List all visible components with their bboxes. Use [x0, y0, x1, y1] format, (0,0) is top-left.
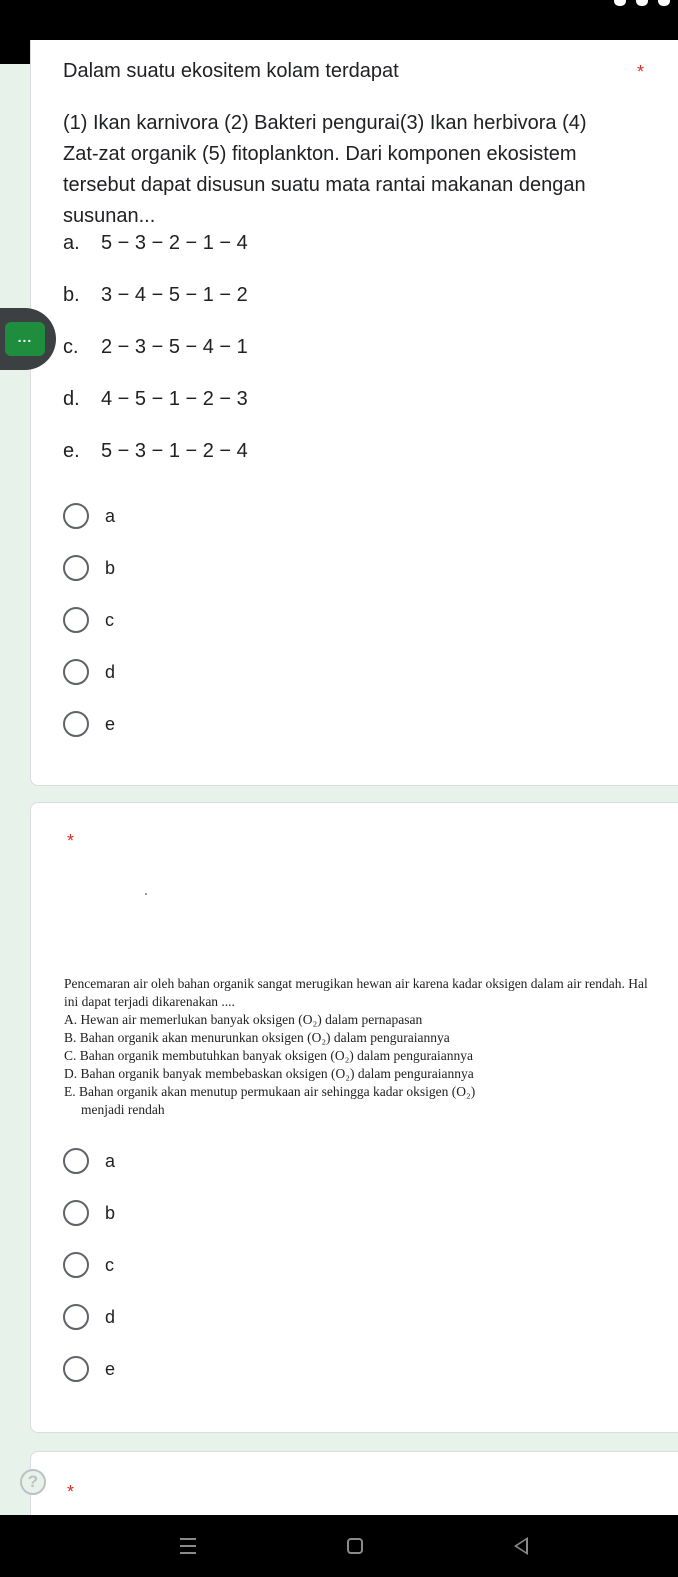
option-letter: a.: [63, 232, 80, 254]
radio-button[interactable]: [63, 659, 89, 685]
menu-line: [180, 1552, 196, 1554]
question-2-choice-a[interactable]: [63, 1147, 115, 1175]
status-icons: [614, 0, 670, 8]
question-1-option-a: [63, 232, 248, 255]
radio-label: e: [105, 1358, 116, 1379]
option-letter: c.: [63, 336, 79, 358]
menu-line: [180, 1545, 196, 1547]
question-1-choice-a[interactable]: [63, 502, 115, 530]
question-1-choice-d[interactable]: [63, 658, 115, 686]
home-button[interactable]: [336, 1529, 376, 1563]
required-mark: *: [67, 1482, 75, 1502]
option-text: 5 − 3 − 2 − 1 − 4: [101, 232, 248, 254]
radio-label: e: [105, 713, 116, 734]
image-speck: [145, 893, 147, 895]
option-letter: e.: [63, 440, 80, 462]
question-card-2: [30, 802, 678, 1433]
radio-button[interactable]: [63, 1252, 89, 1278]
radio-button[interactable]: [63, 1148, 89, 1174]
radio-button[interactable]: [63, 711, 89, 737]
back-icon: [514, 1537, 528, 1555]
question-2-option-e-continued: menjadi rendah: [81, 1102, 165, 1117]
question-1-choice-b[interactable]: [63, 554, 115, 582]
question-1-intro: Dalam suatu ekositem kolam terdapat: [63, 60, 399, 82]
status-indicator-icon: [614, 0, 626, 6]
question-2-option-d: D. Bahan organik banyak membebaskan oksigen (O₂) dalam penguraiannya: [64, 1066, 474, 1081]
radio-button[interactable]: [63, 503, 89, 529]
question-1-body: (1) Ikan karnivora (2) Bakteri pengurai(3) Ikan herbivora (4) Zat-zat organik (5) fitoplankton. Dari komponen ekosistem tersebut dapat disusun suatu mata rantai makanan dengan susunan...: [63, 112, 587, 227]
radio-button[interactable]: [63, 1304, 89, 1330]
question-2-option-c: C. Bahan organik membutuhkan banyak oksigen (O₂) dalam penguraiannya: [64, 1048, 473, 1063]
question-2-choice-b[interactable]: [63, 1199, 115, 1227]
question-2-option-e: E. Bahan organik akan menutup permukaan air sehingga kadar oksigen (O₂): [64, 1084, 476, 1099]
question-card-1: [30, 40, 678, 786]
question-1-option-e: [63, 440, 248, 463]
question-1-option-c: [63, 336, 248, 359]
status-bar: [0, 0, 678, 28]
recent-apps-button[interactable]: [168, 1529, 208, 1563]
question-1-choice-e[interactable]: [63, 710, 115, 738]
required-mark: *: [636, 62, 644, 82]
signal-icon: [636, 0, 648, 6]
radio-label: b: [105, 557, 116, 578]
help-icon[interactable]: ?: [20, 1469, 46, 1495]
radio-label: c: [105, 609, 114, 630]
radio-label: b: [105, 1202, 116, 1223]
option-letter: b.: [63, 284, 80, 306]
home-icon: [347, 1538, 363, 1554]
option-text: 3 − 4 − 5 − 1 − 2: [101, 284, 248, 306]
question-2-choice-c[interactable]: [63, 1251, 114, 1279]
radio-button[interactable]: [63, 607, 89, 633]
question-2-choice-d[interactable]: [63, 1303, 115, 1331]
question-2-image: [64, 975, 664, 1119]
more-icon[interactable]: ...: [5, 322, 45, 356]
option-letter: d.: [63, 388, 80, 410]
question-2-stem: Pencemaran air oleh bahan organik sangat merugikan hewan air karena kadar oksigen dalam air rendah. Hal ini dapat terjadi dikarenakan ....: [64, 976, 648, 1009]
question-1-choice-c[interactable]: [63, 606, 114, 634]
option-text: 2 − 3 − 5 − 4 − 1: [101, 336, 248, 358]
question-2-option-b: B. Bahan organik akan menurunkan oksigen (O₂) dalam penguraiannya: [64, 1030, 450, 1045]
radio-label: d: [105, 661, 116, 682]
question-1-option-b: [63, 284, 248, 307]
option-text: 4 − 5 − 1 − 2 − 3: [101, 388, 248, 410]
battery-icon: [658, 0, 670, 6]
radio-label: a: [105, 505, 116, 526]
radio-label: d: [105, 1306, 116, 1327]
radio-button[interactable]: [63, 555, 89, 581]
back-button[interactable]: [502, 1529, 542, 1563]
menu-line: [180, 1538, 196, 1540]
radio-label: a: [105, 1150, 116, 1171]
system-navigation-bar: [0, 1515, 678, 1577]
option-text: 5 − 3 − 1 − 2 − 4: [101, 440, 248, 462]
question-2-option-a: A. Hewan air memerlukan banyak oksigen (O₂) dalam pernapasan: [64, 1012, 423, 1027]
radio-button[interactable]: [63, 1200, 89, 1226]
question-1-option-d: [63, 388, 248, 411]
radio-label: c: [105, 1254, 114, 1275]
required-mark: *: [67, 831, 75, 851]
radio-button[interactable]: [63, 1356, 89, 1382]
question-2-choice-e[interactable]: [63, 1355, 115, 1383]
